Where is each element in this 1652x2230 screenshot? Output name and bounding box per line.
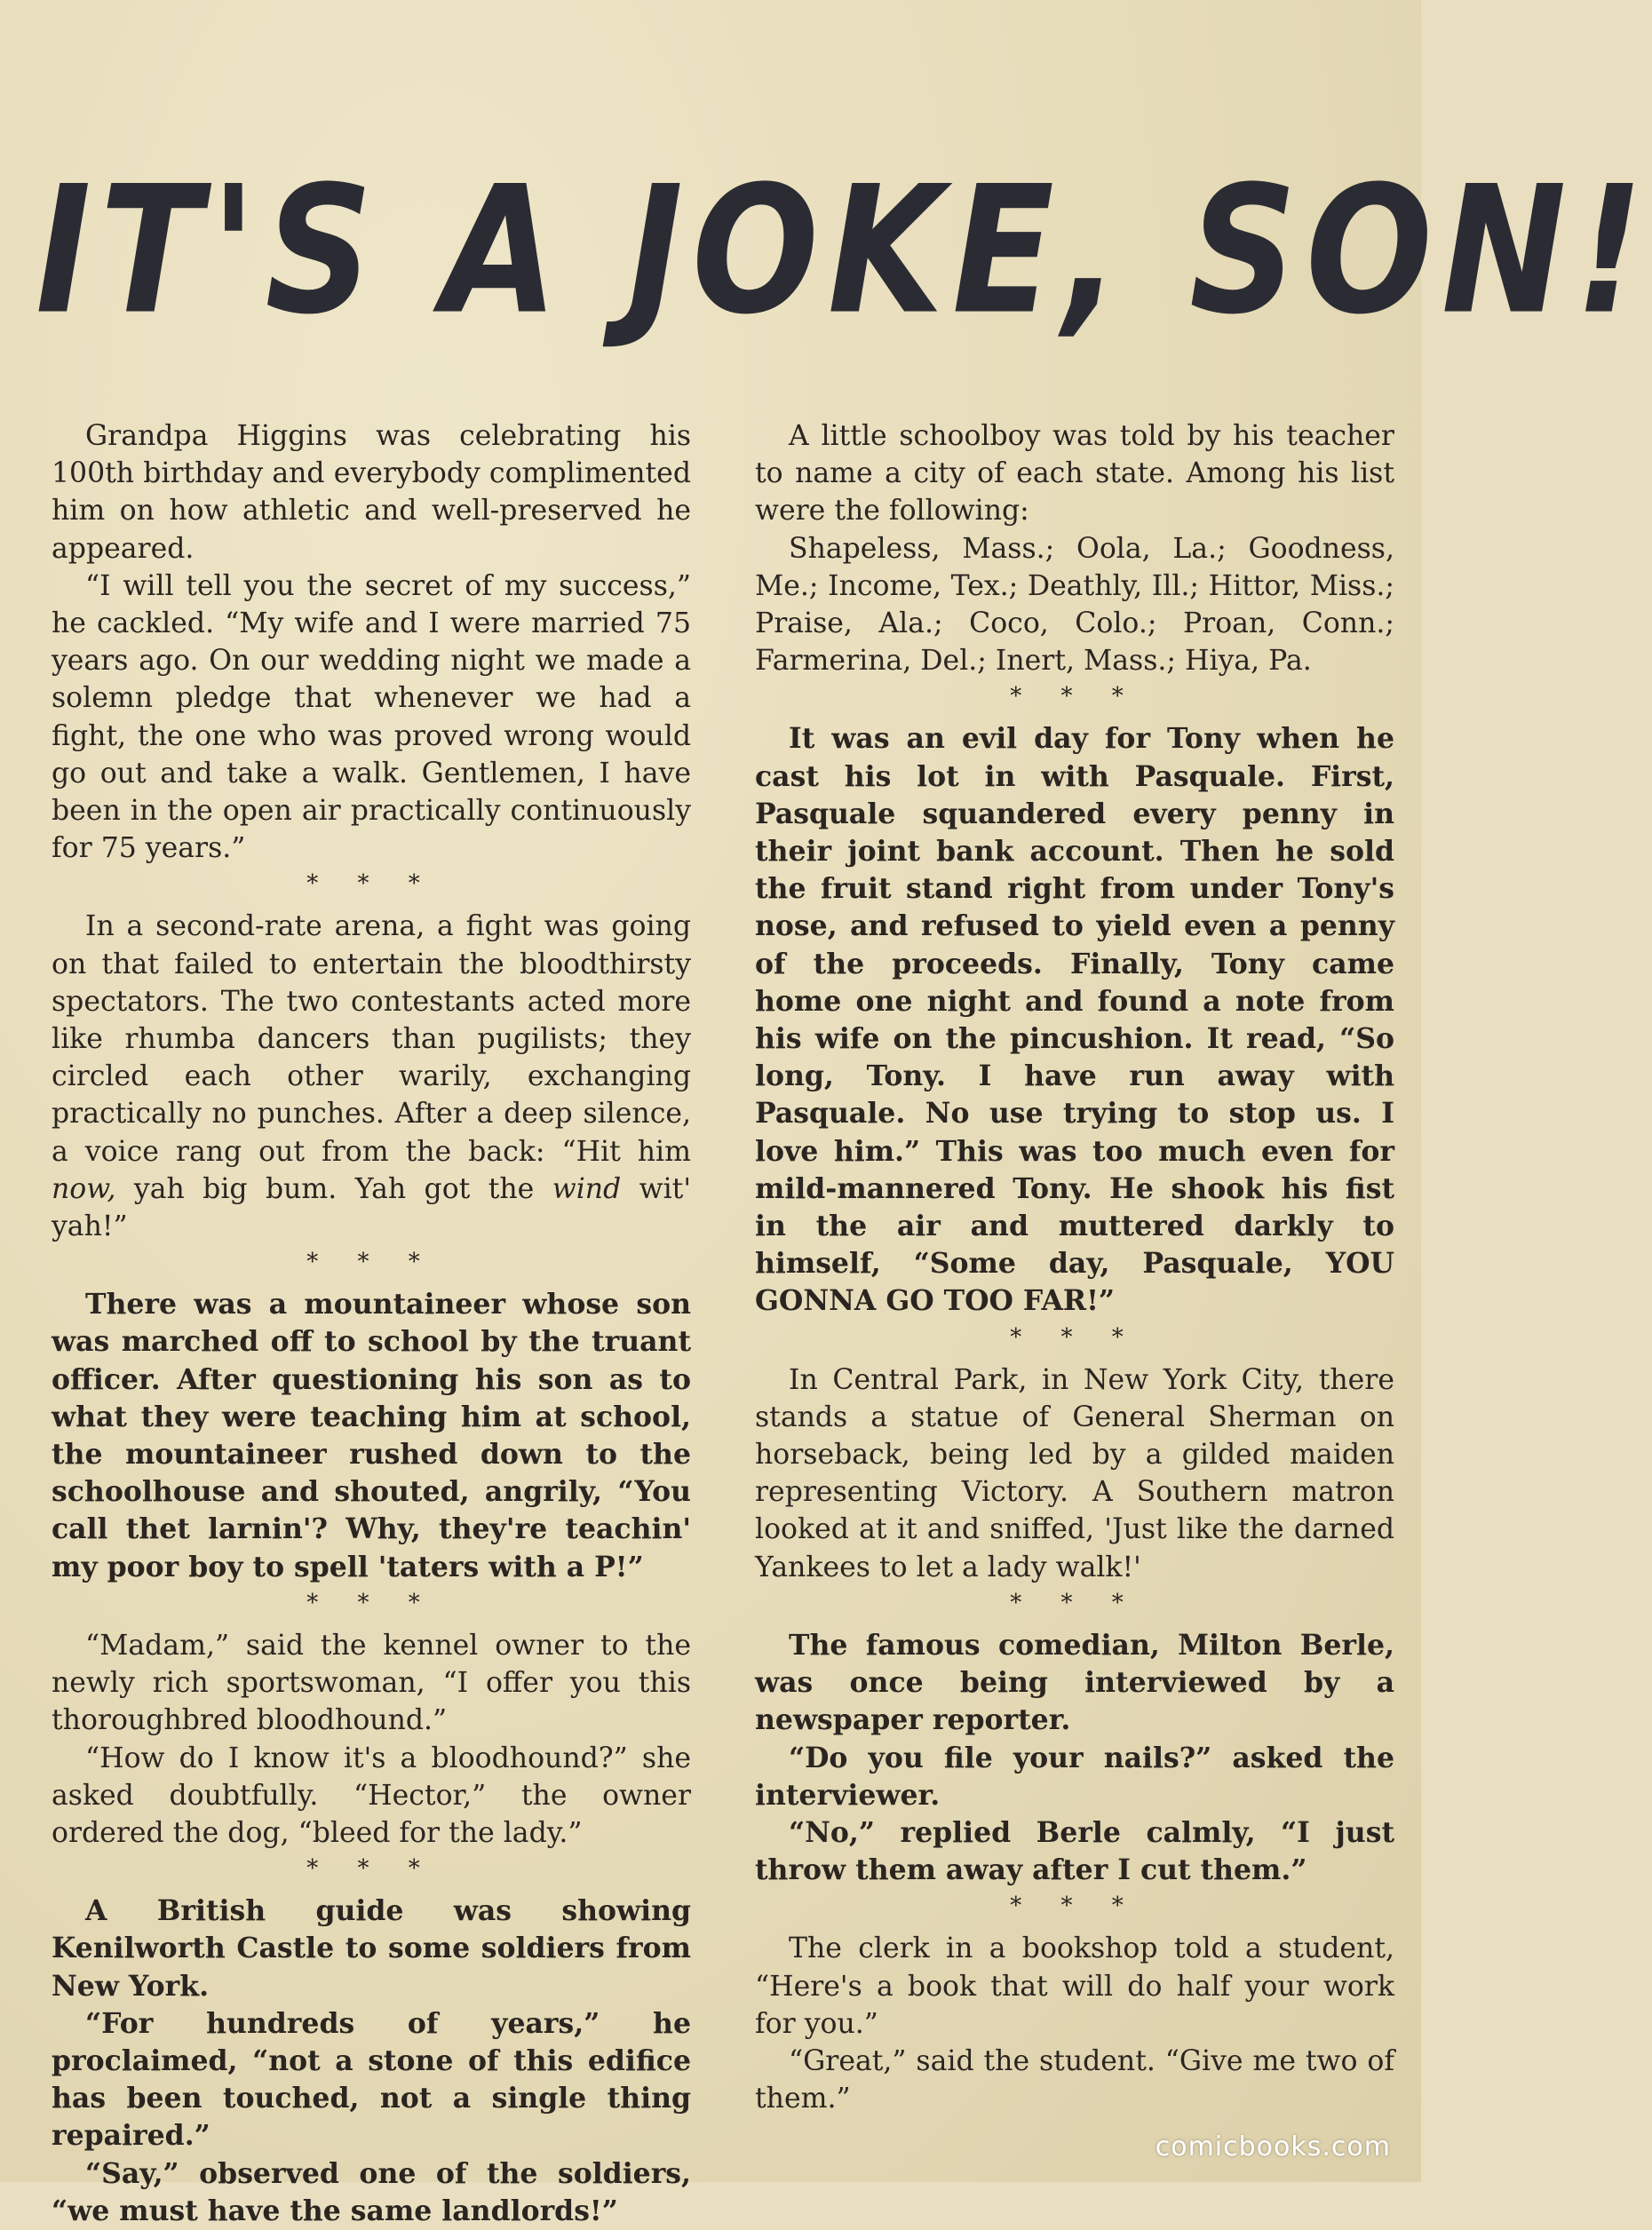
joke-text: In a second-rate arena, a fight was going on that failed to entertain the bloodthirsty spectators. The two contestants acted more like rhumba dancers than pugilists; they circled each other warily, exchanging practically no punches. After a deep silence, a voice rang out from the back: “Hit him [52,910,691,1168]
page-title: IT'S A JOKE, SON! [36,147,1652,353]
joke-paragraph: “Do you file your nails?” asked the interviewer. [755,1741,1394,1812]
emphasis-text: now, [52,1172,116,1205]
joke-text: yah big bum. Yah got the [115,1172,552,1205]
joke-separator: * * * [1010,1589,1140,1616]
joke-separator: * * * [1010,683,1140,710]
joke-paragraph: Grandpa Higgins was celebrating his 100th birthday and everybody complimented him on how athletic and well-preserved he appeared. [52,420,691,565]
joke-paragraph: “How do I know it's a bloodhound?” she asked doubtfully. “Hector,” the owner ordered the dog, “bleed for the lady.” [52,1742,691,1849]
joke-paragraph: “Madam,” said the kennel owner to the newly rich sportswoman, “I offer you this thoroughbred bloodhound.” [52,1629,691,1737]
joke-paragraph: It was an evil day for Tony when he cast his lot in with Pasquale. First, Pasquale squandered every penny in their joint bank account. Then he sold the fruit stand right from under Tony's nose, and refused to yield even a penny of the proceeds. Finally, Tony came home one night and found a note from his wife on the pincushion. It read, “So long, Tony. I have run away with Pasquale. No use trying to stop us. I love him.” This was too much even for mild-mannered Tony. He shook his fist in the air and muttered darkly to himself, “Some day, Pasquale, YOU GONNA GO TOO FAR!” [755,722,1394,1318]
emphasis-text: wind [552,1172,622,1205]
joke-paragraph: A British guide was showing Kenilworth Castle to some soldiers from New York. [52,1894,691,2003]
joke-paragraph: “I will tell you the secret of my success,” he cackled. “My wife and I were married 75 years ago. On our wedding night we made a solemn pledge that whenever we had a fight, the one who was proved wrong would go out and take a walk. Gentlemen, I have been in the open air practically continuously for 75 years.” [52,569,691,865]
joke-separator: * * * [306,1589,436,1616]
joke-paragraph: There was a mountaineer whose son was marched off to school by the truant officer. After questioning his son as to what they were teaching him at school, the mountaineer rushed down to the schoolhouse and shouted, angrily, “You call thet larnin'? Why, they're teachin' my poor boy to spell 'taters with a P!” [52,1288,691,1583]
joke-paragraph: “For hundreds of years,” he proclaimed, “not a stone of this edifice has been touched, not a single thing repaired.” [52,2006,691,2153]
joke-paragraph: A little schoolboy was told by his teacher to name a city of each state. Among his list were the following: [755,420,1394,528]
joke-separator: * * * [1010,1323,1140,1351]
joke-separator: * * * [1010,1893,1140,1920]
city-list: Shapeless, Mass.; Oola, La.; Goodness, Me.; Income, Tex.; Deathly, Ill.; Hittor, Miss.; Praise, Ala.; Coco, Colo.; Proan, Conn.; Farmerina, Del.; Inert, Mass.; Hiya, Pa. [755,532,1394,678]
joke-separator: * * * [306,1249,436,1276]
joke-text: wit' yah!” [52,1172,691,1243]
joke-paragraph: The famous comedian, Milton Berle, was once being interviewed by a newspaper reporter. [755,1628,1394,1737]
joke-paragraph: In Central Park, in New York City, there stands a statue of General Sherman on horseback, being led by a gilded maiden representing Victory. A Southern matron looked at it and sniffed, 'Just like the darned Yankees to let a lady walk!' [755,1363,1394,1583]
joke-separator: * * * [306,870,436,898]
joke-paragraph: “No,” replied Berle calmly, “I just throw them away after I cut them.” [755,1815,1394,1887]
joke-paragraph: The clerk in a bookshop told a student, “Here's a book that will do half your work for you.” [755,1932,1394,2040]
joke-paragraph: “Say,” observed one of the soldiers, “we must have the same landlords!” [52,2156,691,2227]
right-column [755,417,1394,2117]
joke-paragraph: “Great,” said the student. “Give me two of them.” [755,2044,1394,2115]
joke-separator: * * * [306,1855,436,1883]
left-column [52,417,691,2230]
site-watermark: comicbooks.com [1155,2131,1391,2163]
joke-paragraph [52,908,691,1245]
